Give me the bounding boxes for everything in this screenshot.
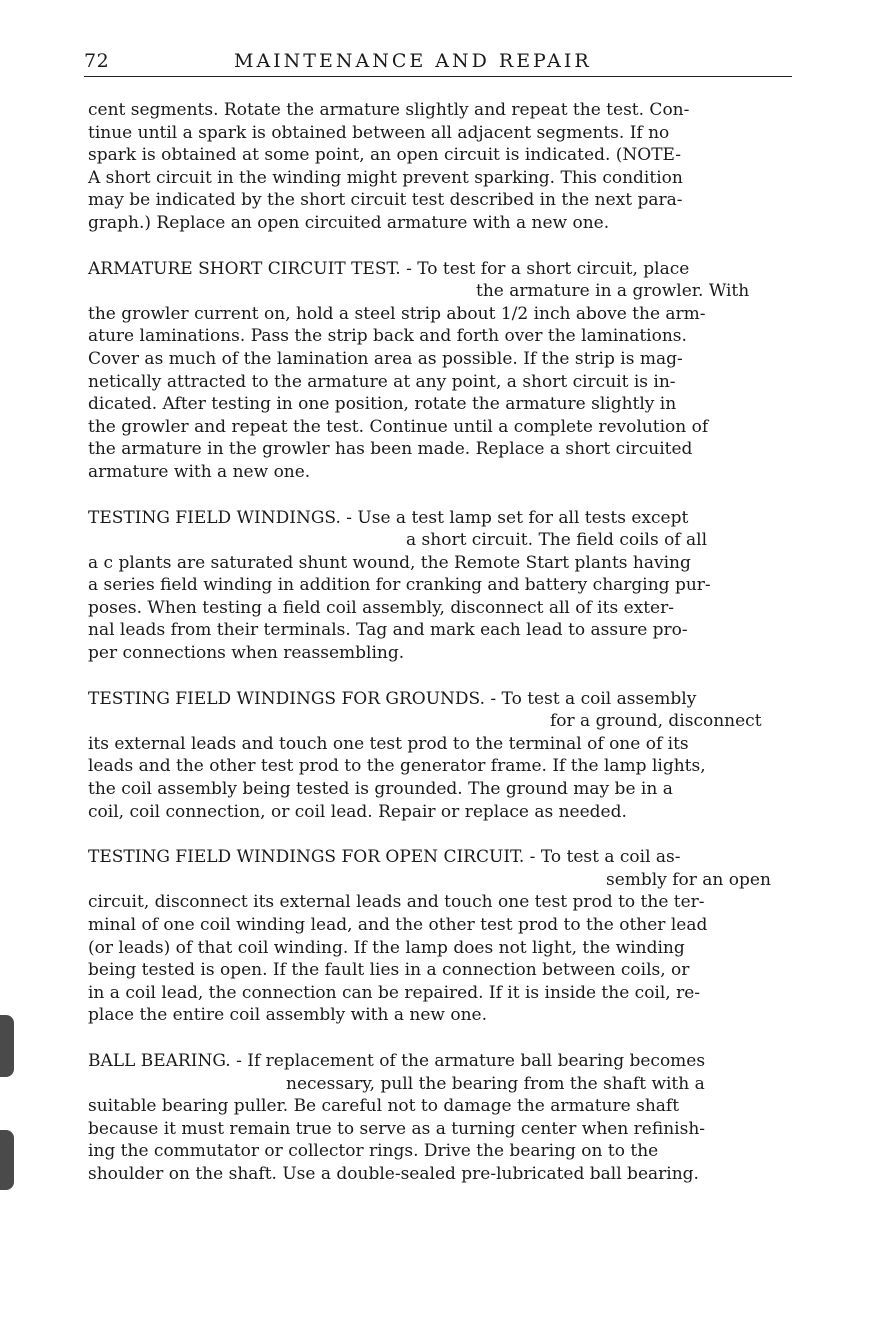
text-line: the armature in the growler has been made. Replace a short circuited [88,439,693,460]
section-heading-line: TESTING FIELD WINDINGS FOR OPEN CIRCUIT. - To test a coil as- [88,847,681,868]
text-line: cent segments. Rotate the armature slightly and repeat the test. Con- [88,100,690,120]
text-line: the growler current on, hold a steel strip about 1/2 inch above the arm- [88,303,706,324]
text-line: may be indicated by the short circuit test described in the next para- [88,190,683,211]
text-line: armature with a new one. [88,461,311,482]
text-line: necessary, pull the bearing from the shaft with a [286,1073,705,1094]
page-header [84,50,792,77]
text-line: ature laminations. Pass the strip back and forth over the laminations. [88,326,687,347]
text-line: the armature in a growler. With [476,281,750,302]
text-line: circuit, disconnect its external leads and touch one test prod to the ter- [88,892,705,913]
text-line: a short circuit. The field coils of all [406,530,708,551]
text-line: minal of one coil winding lead, and the other test prod to the other lead [88,915,708,935]
text-line: nal leads from their terminals. Tag and mark each lead to assure pro- [88,620,688,641]
paragraph-testing-field-windings-for-grounds [88,688,818,824]
paragraph-testing-field-windings [88,507,818,665]
body-text [88,99,818,1209]
text-line: being tested is open. If the fault lies in a connection between coils, or [88,960,690,981]
binding-shadow-mark [0,1130,14,1190]
paragraph-continuation [88,99,818,235]
text-line: suitable bearing puller. Be careful not to damage the armature shaft [88,1096,680,1117]
text-line: dicated. After testing in one position, rotate the armature slightly in [88,394,677,415]
text-line: A short circuit in the winding might prevent sparking. This condition [88,167,683,188]
text-line: coil, coil connection, or coil lead. Repair or replace as needed. [88,801,627,822]
text-line: in a coil lead, the connection can be repaired. If it is inside the coil, re- [88,982,701,1003]
running-head: MAINTENANCE AND REPAIR [234,50,592,72]
paragraph-armature-short-circuit-test [88,258,818,484]
text-line: the coil assembly being tested is grounded. The ground may be in a [88,779,673,800]
text-line: netically attracted to the armature at any point, a short circuit is in- [88,371,676,392]
section-heading-line: ARMATURE SHORT CIRCUIT TEST. - To test for a short circuit, place [88,258,690,279]
section-heading-line: BALL BEARING. - If replacement of the armature ball bearing becomes [88,1050,706,1071]
text-line: shoulder on the shaft. Use a double-sealed pre-lubricated ball bearing. [88,1163,699,1184]
text-line: (or leads) of that coil winding. If the lamp does not light, the winding [88,937,685,958]
text-line: tinue until a spark is obtained between all adjacent segments. If no [88,122,670,143]
binding-shadow-mark [0,1015,14,1077]
paragraph-ball-bearing [88,1050,818,1186]
text-line: spark is obtained at some point, an open circuit is indicated. (NOTE- [88,145,682,166]
text-line: a series field winding in addition for cranking and battery charging pur- [88,575,711,596]
section-heading-line: TESTING FIELD WINDINGS. - Use a test lamp set for all tests except [88,507,689,528]
page-number: 72 [84,50,110,72]
text-line: ing the commutator or collector rings. Drive the bearing on to the [88,1141,659,1162]
text-line: per connections when reassembling. [88,643,405,664]
text-line: sembly for an open [606,869,771,890]
text-line: poses. When testing a field coil assembly, disconnect all of its exter- [88,597,674,618]
text-line: leads and the other test prod to the generator frame. If the lamp lights, [88,756,706,777]
text-line: the growler and repeat the test. Continue until a complete revolution of [88,416,709,437]
text-line: for a ground, disconnect [550,711,762,732]
paragraph-testing-field-windings-for-open-circuit [88,846,818,1027]
text-line: Cover as much of the lamination area as possible. If the strip is mag- [88,348,683,369]
section-heading-line: TESTING FIELD WINDINGS FOR GROUNDS. - To test a coil assembly [88,688,697,709]
text-line: because it must remain true to serve as a turning center when refinish- [88,1118,706,1139]
text-line: its external leads and touch one test prod to the terminal of one of its [88,733,689,754]
text-line: a c plants are saturated shunt wound, the Remote Start plants having [88,552,691,573]
text-line: place the entire coil assembly with a new one. [88,1005,488,1026]
text-line: graph.) Replace an open circuited armature with a new one. [88,212,610,233]
